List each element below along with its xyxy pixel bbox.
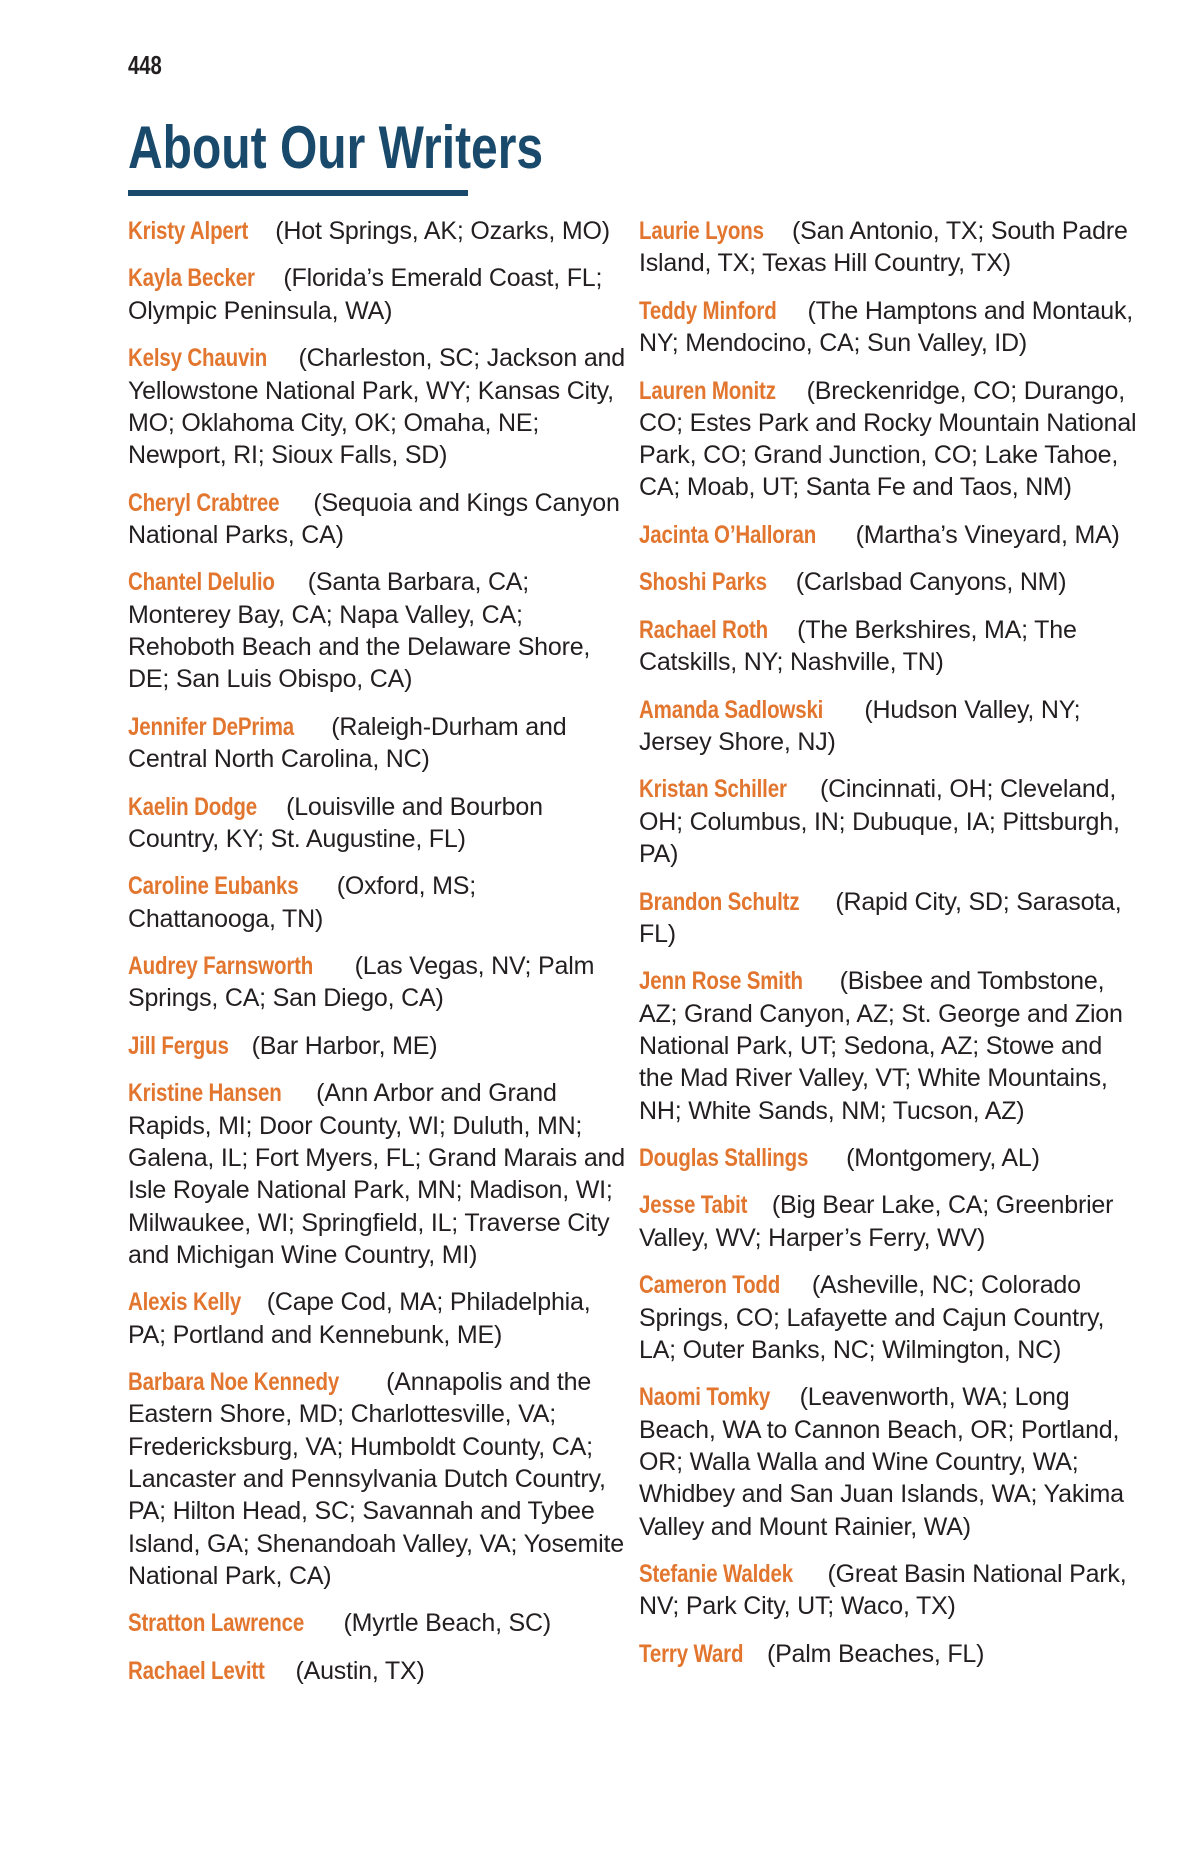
writer-entry (128, 215, 628, 247)
page-number: 448 (128, 50, 162, 80)
writer-entry (128, 1607, 628, 1639)
writer-locations: (Florida’s Emerald Coast, FL; Olympic Peninsula, WA) (128, 264, 603, 325)
writer-name: Shoshi Parks (639, 568, 767, 597)
writer-name: Douglas Stallings (639, 1144, 809, 1172)
writer-name: Alexis Kelly (128, 1288, 242, 1317)
writer-entry (128, 791, 628, 856)
writer-entry (639, 1142, 1139, 1174)
writer-name: Brandon Schultz (639, 887, 800, 916)
writer-name: Naomi Tomky (639, 1383, 771, 1412)
writer-entry (639, 519, 1139, 551)
writer-entry (128, 342, 628, 471)
writer-entry (128, 1286, 628, 1351)
writer-locations: (Leavenworth, WA; Long Beach, WA to Cannon Beach, OR; Portland, OR; Walla Walla and Wine Country, WA; Whidbey and San Juan Islands, WA; Yakima Valley and Mount Rainier, WA) (639, 1383, 1124, 1541)
writer-entry (128, 870, 628, 935)
writer-entry (639, 1269, 1139, 1366)
writer-name: Kayla Becker (128, 264, 255, 293)
writer-entry (128, 1366, 628, 1592)
writer-entry (639, 566, 1139, 598)
writer-locations: (Sequoia and Kings Canyon National Parks, CA) (128, 488, 620, 549)
writer-name: Kelsy Chauvin (128, 344, 268, 373)
writer-name: Kaelin Dodge (128, 792, 258, 821)
writer-name: Chantel Delulio (128, 568, 275, 597)
writer-locations: (Bar Harbor, ME) (251, 1031, 438, 1060)
writer-entry (639, 1189, 1139, 1254)
writer-locations: (Las Vegas, NV; Palm Springs, CA; San Diego, CA) (128, 952, 595, 1013)
writer-locations: (Breckenridge, CO; Durango, CO; Estes Park and Rocky Mountain National Park, CO; Grand Junction, CO; Lake Tahoe, CA; Moab, UT; Santa Fe and Taos, NM) (639, 376, 1137, 502)
writer-entry (639, 1558, 1139, 1623)
writer-entry (128, 566, 628, 695)
writer-entry (128, 262, 628, 327)
writer-name: Jesse Tabit (639, 1191, 748, 1220)
writer-locations: (Charleston, SC; Jackson and Yellowstone National Park, WY; Kansas City, MO; Oklahoma City, OK; Omaha, NE; Newport, RI; Sioux Falls, SD) (128, 344, 625, 470)
writer-locations: (Rapid City, SD; Sarasota, FL) (639, 887, 1122, 948)
writer-locations: (Raleigh-Durham and Central North Carolina, NC) (128, 712, 567, 774)
writer-name: Amanda Sadlowski (639, 695, 824, 724)
writer-locations: (Montgomery, AL) (846, 1144, 1040, 1172)
writer-locations: (Carlsbad Canyons, NM) (795, 568, 1067, 597)
writer-entry (639, 886, 1139, 951)
writer-name: Jacinta O’Halloran (639, 520, 817, 549)
writer-locations: (Hot Springs, AK; Ozarks, MO) (275, 217, 610, 245)
writer-locations: (Annapolis and the Eastern Shore, MD; Charlottesville, VA; Fredericksburg, VA; Humboldt County, CA; Lancaster and Pennsylvania Dutch Country, PA; Hilton Head, SC; Savannah and Tybee Island, GA; Shenandoah Valley, VA; Yosemite National Park, CA) (128, 1368, 624, 1590)
writer-locations: (Asheville, NC; Colorado Springs, CO; Lafayette and Cajun Country, LA; Outer Banks, NC; Wilmington, NC) (639, 1271, 1105, 1364)
writer-entry (639, 694, 1139, 759)
writer-name: Laurie Lyons (639, 217, 764, 245)
writer-entry (128, 1030, 628, 1062)
writer-locations: (Santa Barbara, CA; Monterey Bay, CA; Napa Valley, CA; Rehoboth Beach and the Delaware Shore, DE; San Luis Obispo, CA) (128, 568, 591, 694)
writer-name: Stefanie Waldek (639, 1560, 793, 1589)
writer-locations: (Louisville and Bourbon Country, KY; St. Augustine, FL) (128, 792, 543, 853)
writer-name: Teddy Minford (639, 296, 777, 325)
writer-entry (639, 1638, 1139, 1670)
writer-entry (128, 1655, 628, 1687)
writer-entry (639, 295, 1139, 360)
writer-locations: (The Berkshires, MA; The Catskills, NY; Nashville, TN) (639, 615, 1077, 677)
writer-name: Kristine Hansen (128, 1079, 282, 1108)
writer-name: Stratton Lawrence (128, 1609, 305, 1638)
writer-entry (639, 1381, 1139, 1542)
writer-locations: (Palm Beaches, FL) (766, 1639, 985, 1668)
writer-entry (128, 487, 628, 552)
left-column (128, 215, 628, 1702)
writer-locations: (Myrtle Beach, SC) (343, 1609, 552, 1638)
writer-locations: (Martha’s Vineyard, MA) (855, 520, 1120, 549)
writer-name: Jill Fergus (128, 1031, 229, 1060)
writer-name: Jennifer DePrima (128, 712, 295, 741)
writer-name: Cheryl Crabtree (128, 488, 280, 517)
right-column (639, 215, 1139, 1685)
writer-locations: (Cincinnati, OH; Cleveland, OH; Columbus, IN; Dubuque, IA; Pittsburgh, PA) (639, 775, 1120, 869)
writer-entry (128, 1077, 628, 1271)
writer-name: Rachael Roth (639, 615, 769, 644)
writer-locations: (The Hamptons and Montauk, NY; Mendocino, CA; Sun Valley, ID) (639, 296, 1134, 358)
writer-entry (639, 614, 1139, 679)
writer-name: Terry Ward (639, 1639, 744, 1668)
writer-locations: (Bisbee and Tombstone, AZ; Grand Canyon, AZ; St. George and Zion National Park, UT; Sedona, AZ; Stowe and the Mad River Valley, VT; White Mountains, NH; White Sands, NM; Tucson, AZ) (639, 967, 1123, 1125)
writer-locations: (Austin, TX) (295, 1656, 425, 1685)
writer-name: Jenn Rose Smith (639, 967, 803, 996)
writer-name: Lauren Monitz (639, 376, 776, 405)
writer-name: Audrey Farnsworth (128, 952, 314, 981)
writer-entry (639, 965, 1139, 1126)
writer-entry (128, 950, 628, 1015)
writer-locations: (Ann Arbor and Grand Rapids, MI; Door County, WI; Duluth, MN; Galena, IL; Fort Myers, FL; Grand Marais and Isle Royale National Park, MN; Madison, WI; Milwaukee, WI; Springfield, IL; Traverse City and Michigan Wine Country, MI) (128, 1079, 625, 1269)
writer-name: Cameron Todd (639, 1271, 781, 1300)
writer-entry (128, 711, 628, 776)
writer-locations: (Cape Cod, MA; Philadelphia, PA; Portland and Kennebunk, ME) (128, 1288, 591, 1349)
writer-name: Barbara Noe Kennedy (128, 1368, 340, 1397)
writer-name: Caroline Eubanks (128, 872, 299, 901)
writer-entry (639, 215, 1139, 280)
writer-locations: (Great Basin National Park, NV; Park City, UT; Waco, TX) (639, 1560, 1127, 1621)
writer-entry (639, 375, 1139, 504)
writer-name: Rachael Levitt (128, 1656, 265, 1685)
page-title: About Our Writers (128, 114, 544, 181)
writer-locations: (Hudson Valley, NY; Jersey Shore, NJ) (639, 695, 1081, 756)
writer-locations: (San Antonio, TX; South Padre Island, TX; Texas Hill Country, TX) (639, 217, 1128, 278)
writer-name: Kristan Schiller (639, 775, 787, 804)
writer-name: Kristy Alpert (128, 217, 249, 245)
writer-locations: (Big Bear Lake, CA; Greenbrier Valley, WV; Harper’s Ferry, WV) (639, 1191, 1114, 1252)
writer-locations: (Oxford, MS; Chattanooga, TN) (128, 872, 477, 933)
writer-entry (639, 773, 1139, 870)
title-underline (128, 190, 468, 196)
